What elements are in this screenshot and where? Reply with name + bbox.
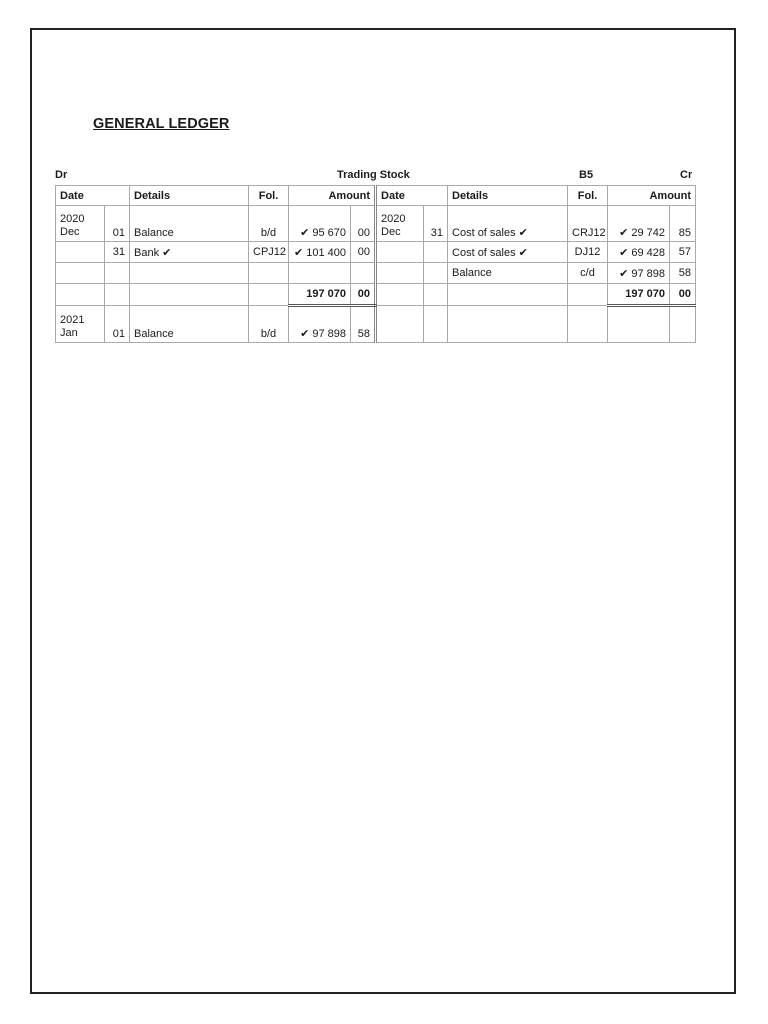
credit-day [424,242,448,263]
debit-date-cell [56,284,105,306]
credit-total-amount: 197 070 [608,284,670,306]
debit-details: Balance [130,206,249,242]
debit-details [130,263,249,284]
credit-details [448,306,568,343]
credit-date-cell [376,242,424,263]
debit-date-cell [56,206,105,242]
debit-month: Jan [60,327,78,339]
debit-amount-header: Amount [289,186,376,206]
credit-date-cell [376,306,424,343]
credit-fol: c/d [568,263,608,284]
cr-label: Cr [680,169,693,181]
debit-details-header: Details [130,186,249,206]
credit-details: Cost of sales ✔ [448,206,568,242]
table-row [56,263,696,284]
debit-fol [249,263,289,284]
debit-cents [351,263,376,284]
credit-day: 31 [424,206,448,242]
debit-cents: 00 [351,242,376,263]
debit-day: 01 [105,306,130,343]
debit-day [105,263,130,284]
dr-label: Dr [55,169,68,181]
credit-fol-header: Fol. [568,186,608,206]
credit-fol [568,284,608,306]
credit-amount-header: Amount [608,186,696,206]
credit-day [424,263,448,284]
debit-fol [249,284,289,306]
account-folio: B5 [579,169,594,181]
debit-fol: b/d [249,306,289,343]
credit-year: 2020 [381,213,406,225]
debit-year: 2021 [60,314,85,326]
ledger-table [55,185,696,343]
debit-day [105,284,130,306]
credit-details: Balance [448,263,568,284]
debit-date-cell [56,242,105,263]
credit-cents: 85 [670,206,696,242]
debit-details [130,284,249,306]
debit-total-cents: 00 [351,284,376,306]
credit-amount: ✔ 97 898 [608,263,670,284]
debit-total-amount: 197 070 [289,284,351,306]
debit-month: Dec [60,226,80,238]
credit-date-cell [376,263,424,284]
debit-fol: CPJ12 [249,242,289,263]
credit-month: Dec [381,226,401,238]
debit-amount [289,263,351,284]
table-row [56,206,696,242]
debit-cents: 58 [351,306,376,343]
debit-amount: ✔ 97 898 [289,306,351,343]
debit-day: 01 [105,206,130,242]
credit-amount: ✔ 69 428 [608,242,670,263]
credit-amount [608,306,670,343]
credit-fol [568,306,608,343]
debit-date-header: Date [56,186,130,206]
debit-amount: ✔ 101 400 [289,242,351,263]
credit-date-cell [376,206,424,242]
credit-amount: ✔ 29 742 [608,206,670,242]
debit-fol: b/d [249,206,289,242]
debit-cents: 00 [351,206,376,242]
debit-details: Balance [130,306,249,343]
credit-fol: DJ12 [568,242,608,263]
credit-day [424,284,448,306]
totals-row [56,284,696,306]
table-row [56,242,696,263]
credit-total-cents: 00 [670,284,696,306]
credit-fol: CRJ12 [568,206,608,242]
credit-date-cell [376,284,424,306]
credit-cents: 57 [670,242,696,263]
debit-details: Bank ✔ [130,242,249,263]
debit-year: 2020 [60,213,85,225]
document-title: GENERAL LEDGER [93,116,230,132]
ledger-account-header [55,169,695,183]
table-row [56,306,696,343]
debit-date-cell [56,306,105,343]
credit-details [448,284,568,306]
debit-fol-header: Fol. [249,186,289,206]
credit-details-header: Details [448,186,568,206]
credit-date-header: Date [376,186,448,206]
credit-day [424,306,448,343]
debit-day: 31 [105,242,130,263]
account-name: Trading Stock [337,169,410,181]
credit-details: Cost of sales ✔ [448,242,568,263]
credit-cents [670,306,696,343]
header-row [56,186,696,206]
debit-amount: ✔ 95 670 [289,206,351,242]
credit-cents: 58 [670,263,696,284]
debit-date-cell [56,263,105,284]
